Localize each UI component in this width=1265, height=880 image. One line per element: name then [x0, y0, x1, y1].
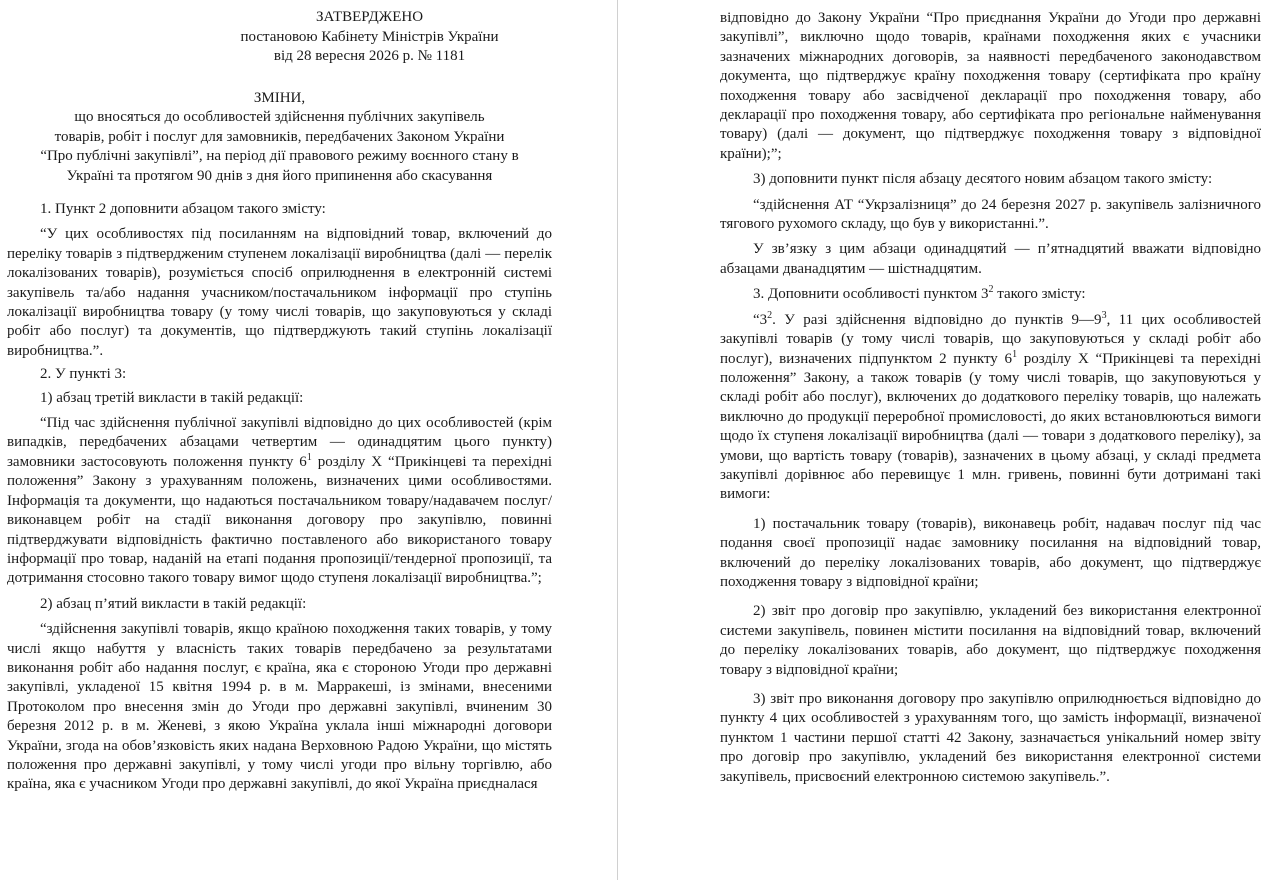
paragraph [720, 285, 1261, 304]
title-line: товарів, робіт і послуг для замовників, передбачених Законом України [54, 128, 505, 145]
paragraph: 1. Пункт 2 доповнити абзацом такого змісту: [40, 201, 326, 217]
paragraph [720, 311, 1261, 505]
paragraph [7, 414, 552, 589]
paragraph: 3) доповнити пункт після абзацу десятого новим абзацом такого змісту: [753, 171, 1213, 188]
approval-issuer: постановою Кабінету Міністрів України [240, 28, 499, 45]
paragraph: 2) абзац п’ятий викласти в такій редакції: [40, 595, 307, 612]
text-run: 3. Доповнити особливості пунктом 3 [753, 286, 989, 303]
paragraph: 2) звіт про договір про закупівлю, укладений без використання електронної системи закупівель, повинен містити посилання на відповідний товар, включений до переліку локалізованих товарів, або документ, що підтверджує походження товару з відповідної країни; [720, 603, 1261, 678]
approval-date: від 28 вересня 2026 р. № 1181 [273, 48, 466, 64]
approval-heading: ЗАТВЕРДЖЕНО [315, 9, 424, 25]
text-run: , 11 цих особливостей закупівлі товарів (у тому числі товарів, що закуповуються у складі робіт або послуг), визначених підпунктом 2 пункту 6 [720, 311, 1261, 367]
superscript: 1 [306, 451, 312, 463]
paragraph: 1) постачальник товару (товарів), виконавець робіт, надавач послуг під час подання своєї пропозиції надає замовнику посилання на відповідний товар, включений до переліку локалізованих товарів, або документ, що підтверджує походження товару з відповідної країни; [720, 515, 1261, 590]
text-run: розділу X “Прикінцеві та перехідні положення” Закону, а також товарів (у тому числі товарів, що закуповуються у складі робіт або послуг), включених до додаткового переліку товарів, що належать виключно до продукції переробної промисловості, до яких встановлюються вимоги щодо їх ступеня локалізації виробництва (далі — товари з додаткового переліку), за умови, що вартість товару (товарів), зазначених в цьому абзаці, у складі предмета закупівлі дорівнює або перевищує 1 млн. гривень, повинні бути дотримані такі вимоги: [720, 350, 1261, 503]
superscript: 1 [1012, 348, 1018, 360]
title-heading: ЗМІНИ, [253, 89, 306, 106]
title-line: що вносяться до особливостей здійснення публічних закупівель [74, 109, 485, 125]
page-divider [617, 0, 618, 880]
superscript: 3 [1101, 309, 1107, 321]
superscript: 2 [988, 284, 994, 296]
text-run: розділу X “Прикінцеві та перехідні положення” Закону з урахуванням положень, визначених цими особливостями. Інформація та документи, що надаються постачальником товару/надавачем послуг/виконавцем робіт на стадії виконання договору про закупівлю, повинні підтверджувати відповідність фактично поставленого або використаного товару інформації про товар, наданій на етапі подання пропозиції/тендерної пропозиції, та дотримання стосовно такого товару вимог щодо ступеня локалізації виробництва.”; [7, 453, 552, 587]
paragraph: “здійснення АТ “Укрзалізниця” до 24 березня 2027 р. закупівель залізничного тягового рухомого складу, що був у використанні.”. [720, 196, 1261, 233]
title-line: “Про публічні закупівлі”, на період дії правового режиму воєнного стану в [40, 148, 519, 164]
text-run: . У разі здійснення відповідно до пунктів 9—9 [772, 311, 1102, 328]
title-line: Україні та протягом 90 днів з дня його припинення або скасування [66, 167, 493, 184]
paragraph: “У цих особливостях під посиланням на відповідний товар, включений до переліку товарів з підтвердженим ступенем локалізації виробництва (далі — перелік локалізованих товарів), розуміється спосіб оприлюднення в електронній системі закупівель та/або надання учасником/постачальником інформації про ступінь локалізації виробництва товару (у тому числі товарів, що закуповуються у складі робіт або послуг) та документів, що підтверджують такий ступінь локалізації виробництва.”. [7, 226, 552, 359]
paragraph: відповідно до Закону України “Про приєднання України до Угоди про державні закупівлі”, виключно щодо товарів, країнами походження яких є учасники зазначених міжнародних договорів, за наявності передбаченого законодавством документа, що підтверджує країну походження товару (сертифіката про країну походження товару або засвідченої декларації про походження товару, або декларації про походження товару, або сертифіката про регіональне найменування товару) (далі — документ, що підтверджує походження товару з відповідної країни);”; [720, 10, 1261, 162]
text-run: “3 [753, 311, 768, 328]
right-page [622, 0, 1265, 880]
paragraph: 3) звіт про виконання договору про закупівлю оприлюднюється відповідно до пункту 4 цих особливостей з урахуванням того, що замість інформації, визначеної пунктом 1 частини першої статті 42 Закону, зазначається унікальний номер звіту про договір про закупівлю, укладений без використання електронної системи закупівель, присвоєний електронною системою закупівель.”. [720, 691, 1261, 785]
approval-stamp [7, 8, 552, 67]
text-run: такого змісту: [993, 286, 1086, 303]
superscript: 2 [767, 309, 773, 321]
paragraph: 1) абзац третій викласти в такій редакції: [40, 389, 304, 406]
document-title [7, 89, 552, 187]
left-page [0, 0, 612, 880]
paragraph: “здійснення закупівлі товарів, якщо країною походження таких товарів, у тому числі якщо набуття у власність таких товарів передбачено за результатами виконання робіт або надання послуг, є країна, яка є стороною Угоди про державні закупівлі, укладеної 15 квітня 1994 р. в м. Марракеші, із змінами, внесеними Протоколом про внесення змін до Угоди про державні закупівлі, вчиненим 30 березня 2012 р. в м. Женеві, з якою Україна уклала інші міжнародні договори України, згода на обов’язковість яких надана Верховною Радою України, що містять положення про державні закупівлі, у тому числі угоди про вільну торгівлю, або країна, яка є учасником Угоди про державні закупівлі, до якої Україна приєдналася [7, 621, 552, 793]
paragraph: У зв’язку з цим абзаци одинадцятий — п’ятнадцятий вважати відповідно абзацами дванадцятим — шістнадцятим. [720, 241, 1261, 277]
text-run: “Під час здійснення публічної закупівлі відповідно до цих особливостей (крім випадків, передбачених абзацами четвертим — одинадцятим цього пункту) замовники застосовують положення пункту 6 [7, 415, 552, 470]
paragraph: 2. У пункті 3: [40, 366, 127, 383]
